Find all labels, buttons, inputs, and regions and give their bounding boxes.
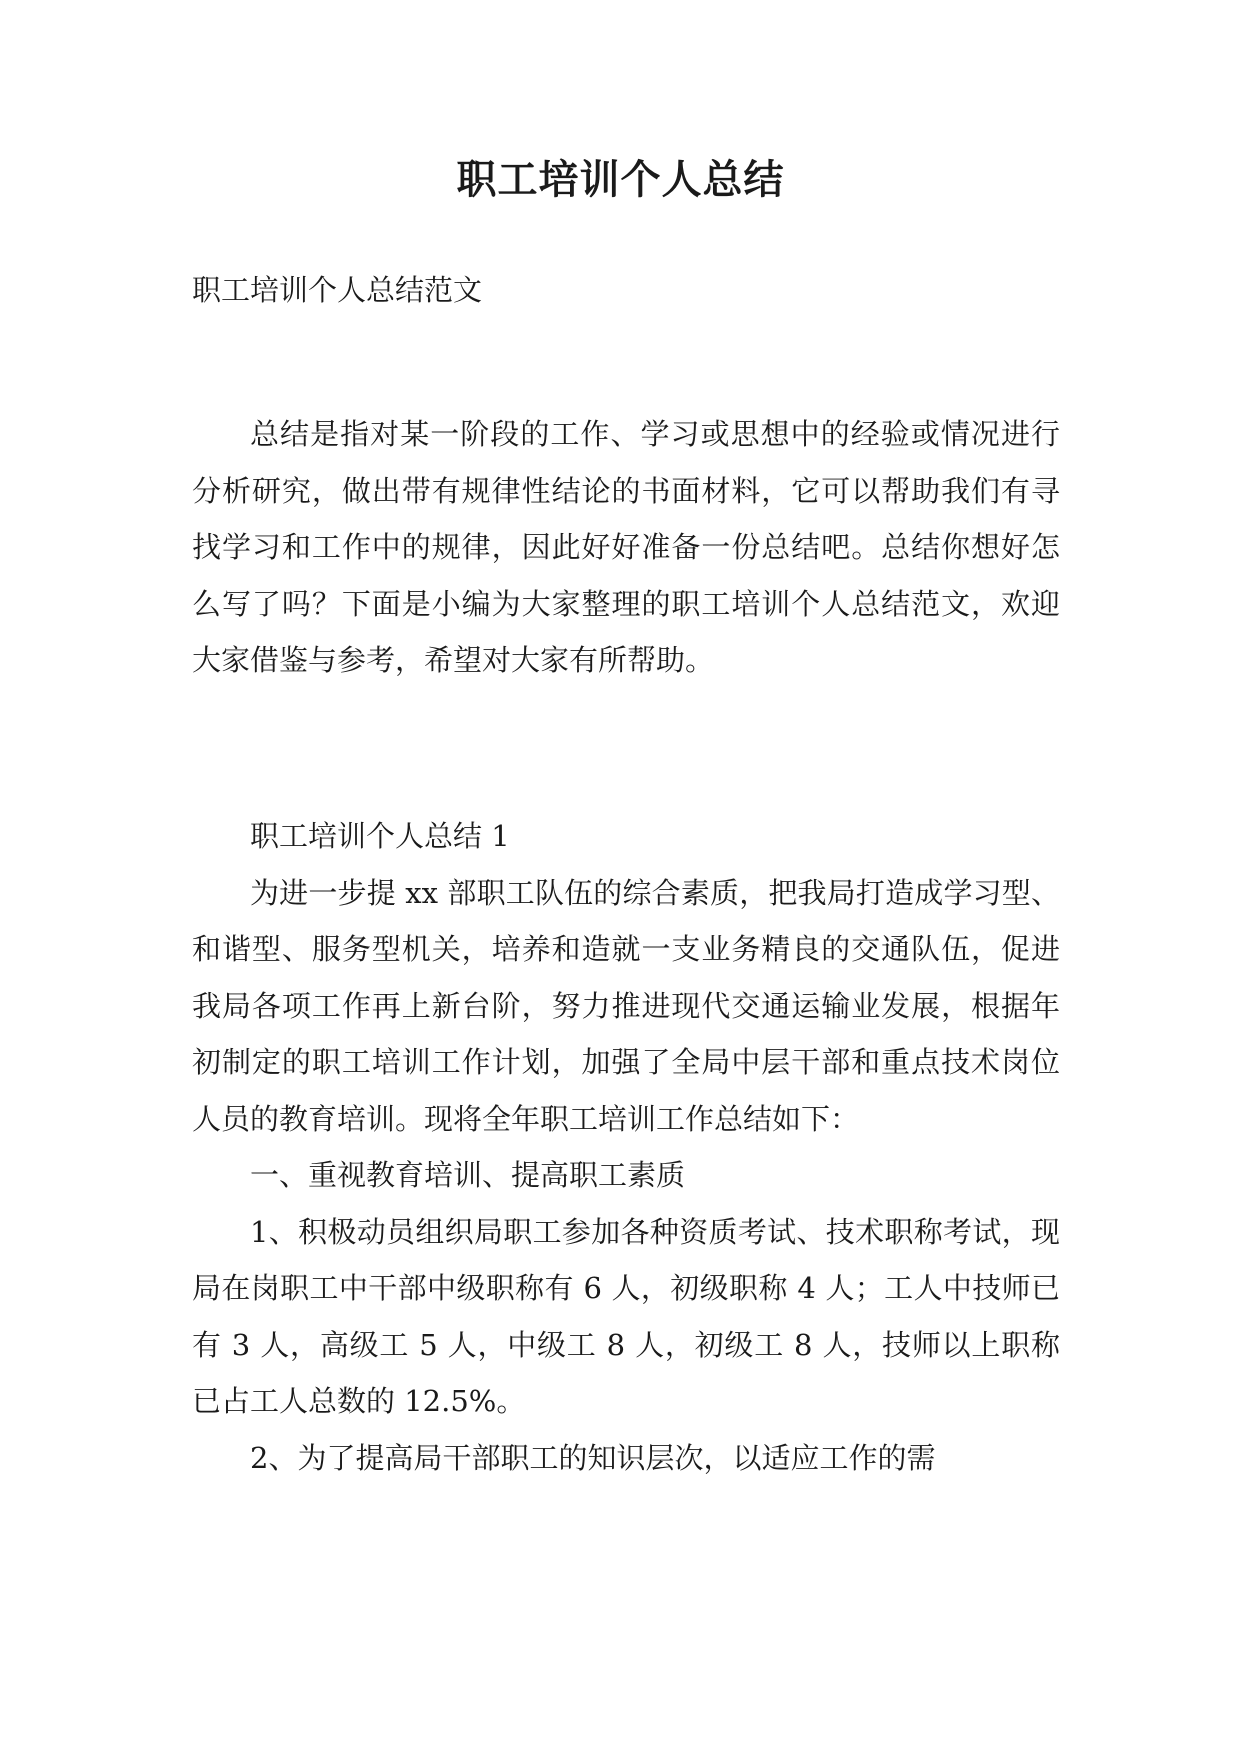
intro-paragraph: 总结是指对某一阶段的工作、学习或思想中的经验或情况进行分析研究，做出带有规律性结论的书面材料，它可以帮助我们有寻找学习和工作中的规律，因此好好准备一份总结吧。总结你想好怎么写了吗？下面是小编为大家整理的职工培训个人总结范文，欢迎大家借鉴与参考，希望对大家有所帮助。 — [192, 417, 1060, 677]
intro-block — [192, 406, 1060, 689]
document-subtitle: 职工培训个人总结范文 — [192, 273, 483, 307]
body-paragraph: 为进一步提 xx 部职工队伍的综合素质，把我局打造成学习型、和谐型、服务型机关，培养和造就一支业务精良的交通队伍，促进我局各项工作再上新台阶，努力推进现代交通运输业发展，根据年初制定的职工培训工作计划，加强了全局中层干部和重点技术岗位人员的教育培训。现将全年职工培训工作总结如下： — [192, 875, 1060, 1136]
body-paragraph: 2、为了提高局干部职工的知识层次，以适应工作的需 — [250, 1440, 936, 1475]
body-paragraph: 一、重视教育培训、提高职工素质 — [250, 1158, 686, 1192]
section-block — [192, 808, 1060, 1486]
document-title: 职工培训个人总结 — [456, 156, 785, 203]
body-paragraph: 1、积极动员组织局职工参加各种资质考试、技术职称考试，现局在岗职工中干部中级职称有 6 人，初级职称 4 人；工人中技师已有 3 人，高级工 5 人，中级工 8 人，初级工 8 人，技师以上职称已占工人总数的 12.5%。 — [192, 1214, 1060, 1418]
section-heading: 职工培训个人总结 1 — [250, 819, 510, 853]
